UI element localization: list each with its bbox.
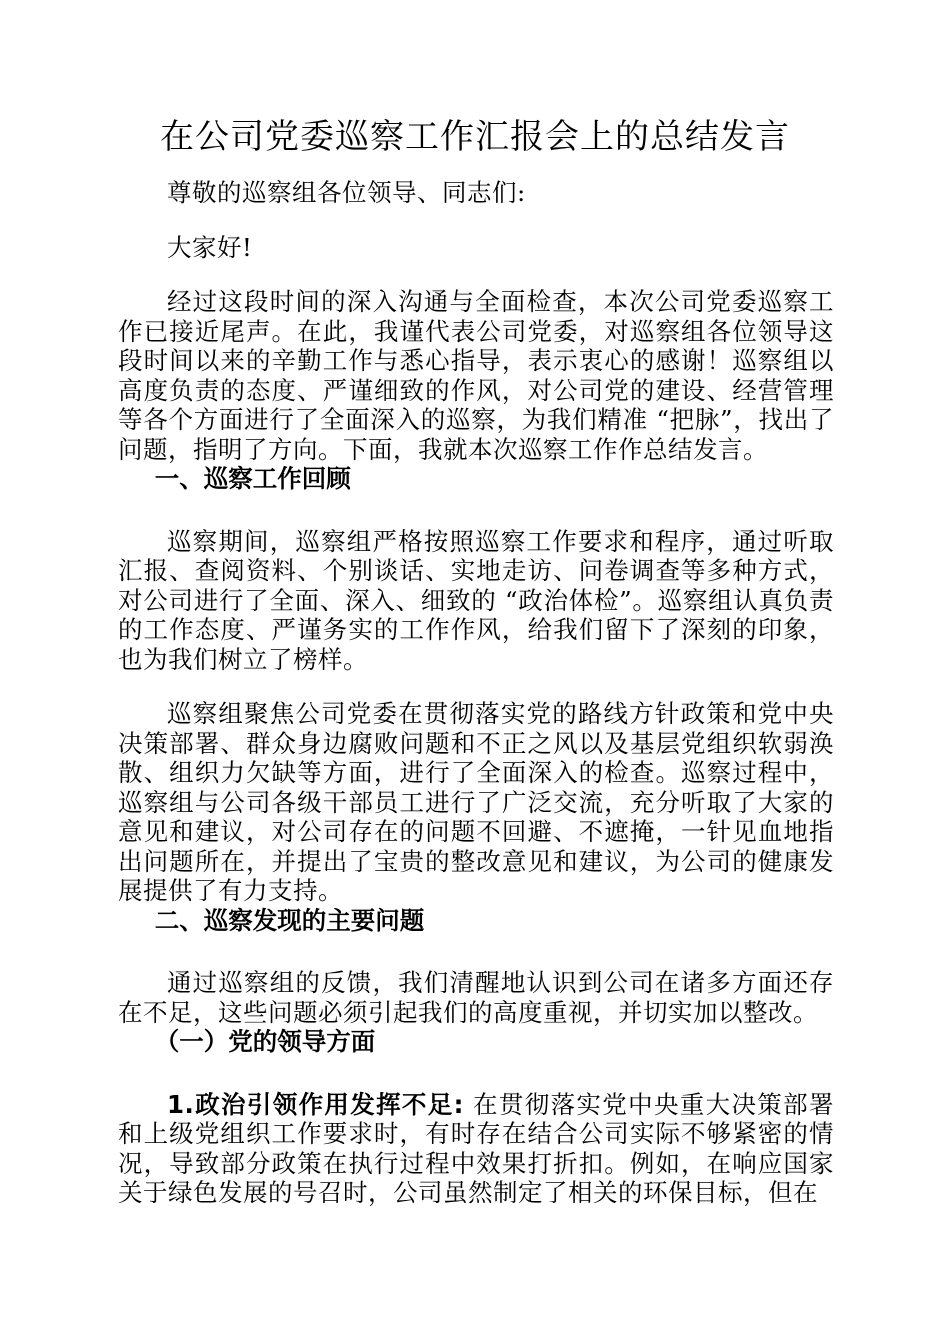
section-1-heading: 一、巡察工作回顾: [154, 464, 351, 493]
section-1-paragraph-1: 巡察期间，巡察组严格按照巡察工作要求和程序，通过听取汇报、查阅资料、个别谈话、实地走访、问卷调查等多种方式，对公司进行了全面、深入、细致的 “政治体检”。巡察组认真负责的工作态度、严谨务实的工作作风，给我们留下了深刻的印象，也为我们树立了榜样。: [118, 526, 834, 674]
document-body: [118, 178, 834, 1208]
subsection-1-heading: （一）党的领导方面: [154, 1027, 376, 1056]
intro-paragraph: 经过这段时间的深入沟通与全面检查，本次公司党委巡察工作已接近尾声。在此，我谨代表公司党委，对巡察组各位领导这段时间以来的辛勤工作与悉心指导，表示衷心的感谢！巡察组以高度负责的态度、严谨细致的作风，对公司党的建设、经营管理等各个方面进行了全面深入的巡察，为我们精准 “把脉”，找出了问题，指明了方向。下面，我就本次巡察工作作总结发言。: [118, 287, 834, 464]
item-1-lead: 1.政治引领作用发挥不足:: [167, 1089, 464, 1119]
document-title: 在公司党委巡察工作汇报会上的总结发言: [160, 117, 790, 157]
section-1-paragraph-2: 巡察组聚焦公司党委在贯彻落实党的路线方针政策和党中央决策部署、群众身边腐败问题和不正之风以及基层党组织软弱涣散、组织力欠缺等方面，进行了全面深入的检查。巡察过程中，巡察组与公司各级干部员工进行了广泛交流，充分听取了大家的意见和建议，对公司存在的问题不回避、不遮掩，一针见血地指出问题所在，并提出了宝贵的整改意见和建议，为公司的健康发展提供了有力支持。: [118, 699, 834, 905]
section-2-heading: 二、巡察发现的主要问题: [154, 905, 425, 935]
section-2-paragraph-1: 通过巡察组的反馈，我们清醒地认识到公司在诸多方面还存在不足，这些问题必须引起我们的高度重视，并切实加以整改。: [118, 968, 834, 1027]
item-1-text: 在贯彻落实党中央重大决策部署和上级党组织工作要求时，有时存在结合公司实际不够紧密的情况，导致部分政策在执行过程中效果打折扣。例如，在响应国家关于绿色发展的号召时，公司虽然制定了相关的环保目标，但在: [118, 1089, 834, 1207]
item-1-paragraph: [118, 1090, 834, 1208]
greeting: 大家好!: [167, 232, 253, 262]
salutation: 尊敬的巡察组各位领导、同志们:: [167, 178, 526, 207]
